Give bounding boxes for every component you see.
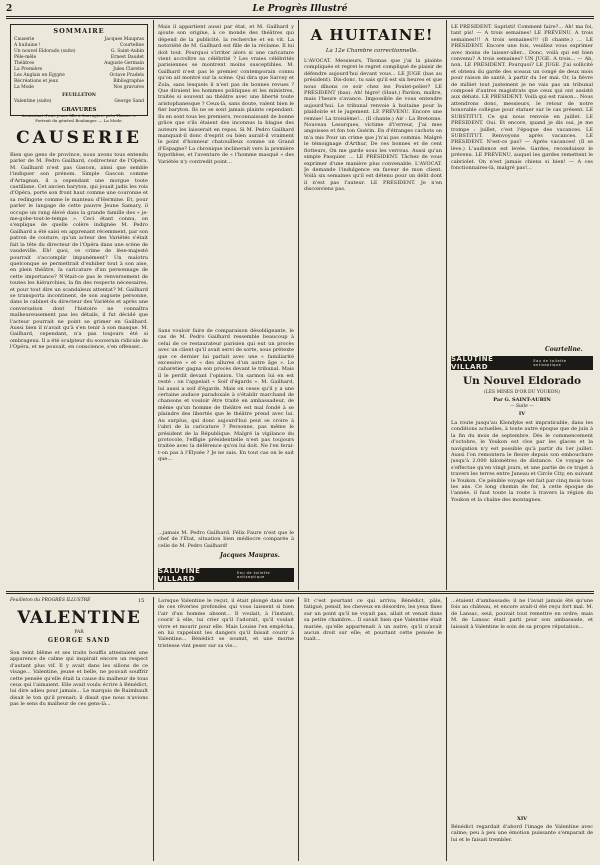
sommaire-title: SOMMAIRE <box>53 27 105 35</box>
feuilleton-col1: Son teint blême et ses traits bouffis attestaient une apparence de calme qui inspirait encore un respect d'autant plus vif. Il y avait dans les sillons de ce visage... Valentine, jeune et belle, ne pouvait souffrir cette pensée qu'elle était la cause du malheur de tous ceux qui l'aimaient. Elle avait voulu écrire à Bénédict, lui dire adieu pour jamais... Le marquis de Raimbault disait le ton qu'il prenait; il disait que nous n'avions pas le sens du malheur de ces gens-là... <box>10 650 148 708</box>
sommaire-entry: Les Anglais en Égypte Octave Pradels <box>14 73 144 78</box>
header-rule <box>6 16 594 17</box>
gravures-title: GRAVURES <box>61 107 97 113</box>
feuilleton-col4-tail: Bénédict regardait d'abord l'image de Valentine avec calme; peu à peu une émotion puissante s'emparait de lui et le faisait trembler. <box>451 824 593 843</box>
feuilleton-col4: ...étaient d'ambassade; il ne l'avait jamais été qu'une fois au château, et encore avait-il été reçu fort mal. M. de Lansac, seul, pouvait tout remettre en ordre; mais M. de Lansac était parti pour son ambassade, et laissait à Valentine le soin de sa propre réputation... <box>451 598 593 630</box>
huitaine-title: A HUITAINE! <box>310 26 434 44</box>
sommaire-entry: La Mode Nos gravures <box>14 85 144 90</box>
ad-banner-1: SALUTINE VILLARD Eau de toilette antiseptique <box>158 568 294 582</box>
feuilleton-title: VALENTINE <box>17 608 141 628</box>
causerie-signature: Jacques Maupras. <box>220 552 280 559</box>
causerie-col3: Sans vouloir faire de comparaison désobligeante, le cas de M. Pedro Gailhard ressemble beaucoup à celui de ce restaurateur parisien qui eut un procès avec un client qu'il avait servi de sorte, sous prétexte que ce dernier lui parlait avec une « familiarité excessive » et « des allures d'un autre âge ». Le cabaretier gagna son procès devant le tribunal. Mais il le perdit devant l'opinion. Un sarmon lui en est resté : on l'appelait « Soif d'égards ». M. Gailhard, lui aussi a soif d'égards. Mais on cesse qu'il y a une certaine audace paradoxale à s'établir marchand de chansons et vouloir être traité en ambassadeur, de même qu'un homme de théâtre est mal fondé à se plaindre des libertés que le théâtre prend avec lui. Au surplus, qui donc aujourd'hui peut se croire à l'abri de la caricature ? Personne, pas même le président de la République. Malgré la vigilance du protocole, l'effigie présidentielle n'est pas toujours traitée avec la déférence qu'on lui doit. Ne l'en ferai-t-on pas à l'Élysée ? Je ne sais. En tout cas on le sait que... <box>158 328 294 463</box>
causerie-col1: Bien que gens de province, nous avons tous entendu parler de M. Pedro Gailhard, codirecteur de l'Opéra. M. Gailhard n'est pas Gascon, ainsi que semble l'indiquer son prénom. Simple Gascon comme d'Artagnan, il a cependant une morgue toute castillane. Cet ancien baryton, qui jouait jadis les rois d'Opéra, porte son front haut comme une couronne et sa redingote comme le manteau d'Hermine. Et, pour parler le langage de cette pauvre Jeune Samary, il occupe un rang élevé dans la grande famille des « je-me-gobe-tout-le-temps ». Ceci étant connu, on s'explique de quelle colère indignée M. Pedro Gailhard a été saisi en apprenant récemment, par son patron de couture, qu'un acteur des Variétés s'était fait la tête du directeur de l'Opéra dans une scène de vaudeville. Eh! quoi, ce crime de lèse-majesté pourrait s'accomplir impunément? Un malotru quelconque se permettrait d'exhiber tout à son aise, en plein théâtre, la caricature d'un personnage de cette importance? N'était-ce pas le renversement de toutes les hiérarchies, la fin des respects nécessaires, et pour tout dire un scandaleux attentat? M. Gailhard se transporta incontinent, de son auguste personne, dans le cabinet du directeur des Variétés et après une conversation dont l'histoire ne connaîtra malheureusement pas les détails, il fut décidé que l'acteur pourrait ne point se grimer en Gailhard. Aussi bien il n'avait qu'à s'en tenir à son masque. M. Gailhard, cependant, n'a pas toujours été si ombrageux. Il a été sculpteur du souverain ridicule de l'Opéra, et ne pouvait, en conscience, s'en offenser... <box>10 152 148 351</box>
sommaire-box <box>10 24 148 123</box>
sommaire-entry: A huitaine ! Courteline <box>14 43 144 48</box>
eldorado-subtitle: (LES MINES D'OR DU YOUKON) <box>484 390 560 395</box>
feuilleton-number: 15 <box>138 598 145 604</box>
huitaine-subtitle: La 12e Chambre correctionnelle. <box>325 48 419 54</box>
causerie-col4: ...jamais M. Pedro Gailhard. Félix Faure n'est que le chef de l'État, situation bien médiocre comparée à celle de M. Pedro Gailhard! <box>158 530 294 549</box>
feuilleton-rule <box>6 591 594 592</box>
huitaine-signature: Courteline. <box>545 346 583 353</box>
feuilleton-by: PAR <box>74 630 84 635</box>
feuilleton-label: FEUILLETON <box>62 93 96 98</box>
huitaine-col2: LE PRÉSIDENT. Sapristi! Comment faire?... Ah! ma foi, tant pis! — A trois semaines! LE PRÉVENU. A trois semaines!!! A trois semaines!!! (Il chante.) ... LE PRÉSIDENT. Encore une fois, veuillez vous exprimer avec moins de laisser-aller... Donc, voilà qui est bien convenu? A trois semaines? UN JUGE. A trois... — Ah, non. LE PRÉSIDENT. Pourquoi? LE JUGE. J'ai sollicité et obtenu du garde des sceaux un congé de deux mois pour raison de santé, à partir du 1er mai. Or, la fièvre de milliet tout justement je ne vais pas un tribunal composé d'autres magistrats que ceux qui ont assisté aux débats. LE PRÉSIDENT. Voilà qui est raison... Nous attendrons donc, messieurs, le retour de notre honorable collègue pour statuer sur le cas présent. LE SUBSTITUT. Ce qui nous renvoie en juillet. LE PRÉSIDENT. Oui. Et encore, quand je dis oui, je me trompe : juillet, c'est l'époque des vacances. LE SUBSTITUT. Renvoyons après vacances. LE PRÉSIDENT. N'est-ce pas? — Après vacances! (Il se lève.) L'audience est levée. Gardes, reconduisez le prévenu. LE PRÉVENU, auquel les gardes remettent le cabriolet. On n'est jamais chiens si bien! — A ces fonctionnaires-là, malgré pas!... <box>451 24 593 171</box>
masthead: Le Progrès Illustré <box>252 4 348 14</box>
feuilleton-entry: Valentine (suite) George Sand <box>14 99 144 104</box>
sommaire-entry: Récréations et jeux Bibliographie <box>14 79 144 84</box>
eldorado-chapter: IV <box>518 411 526 417</box>
feuilleton-header: Feuilleton du PROGRÈS ILLUSTRÉ <box>10 598 91 603</box>
feuilleton-author: GEORGE SAND <box>47 637 111 644</box>
causerie-col2: Mais il appartient aussi par état, et M. Gailhard y ajoute son origine, à ce monde des théâtres qui dépend de la publicité, la recherche et en vit. La notoriété de M. Gailhard est fille de la réclame. Il lui doit tout. Pourquoi s'irriter alors si une caricature vient accroître sa célébrité ? Les vraies célébrités parisiennes se montrent moins susceptibles. M. Gailhard n'est pas le premier contemporain connu qu'on ait montré sur la scène. Qui dira que Sarcey et Zola, sans lesquels il n'est pas de bonnes revues ? Que diraient les hommes politiques et les ministres, traités si souvent au théâtre avec une liberté toute aristophanesque ? Ceux-là, sans doute, valent bien le fier baryton. Ils ne se sont jamais plaints cependant. Ils en sont tous les premiers, reconnaissant de bonne grâce que s'ils étaient des inconnus la blague des auteurs les laisserait en repos. Si M. Pedro Gailhard manquait-il donc d'esprit ou bien aurait-il vraiment le point d'honneur chatouilleux comme un Grand d'Espagne? La chronique inclinerait vers la première hypothèse, et l'aventure de « l'homme masqué » des Variétés n'y contredit point... <box>158 24 294 165</box>
sommaire-entry: Causerie Jacques Maupras <box>14 37 144 42</box>
causerie-title: CAUSERIE <box>16 128 142 148</box>
eldorado-author: Par G. SAINT-AUBIN <box>493 397 551 403</box>
feuilleton-col2: Lorsque Valentine le reçut, il était plongé dans une de ces rêveries profondes qui vous laissent si bien l'air d'un homme absent... Il voulait, à l'instant, courir à elle, lui crier qu'il l'adorait, qu'il voulait vivre et mourir pour elle. Mais Louise l'en empêcha, en lui rappelant les dangers qu'il faisait courir à Valentine... Bénédict se soumit, et une morne tristesse vint peser sur sa vie... <box>158 598 294 649</box>
eldorado-suite: — Suite — <box>510 404 534 409</box>
sommaire-entry: La Première Jules Claretie <box>14 67 144 72</box>
gravures-text: Assassinat d'une jeune fille à Sauvagère, près Thizon. — Portrait du général Boulanger. — La Mode. <box>21 113 137 123</box>
sommaire-list <box>14 37 144 91</box>
eldorado-title: Un Nouvel Eldorado <box>462 375 582 387</box>
eldorado-body: La route jusqu'au Klondyke est impraticable, dans les conditions actuelles, à toute autre époque que de juin à la fin du mois de septembre. Dès le commencement d'octobre, le Youkon est clos par les glaces et la navigation n'y est possible qu'à partir du 1er juillet. Aussi l'on remontera le fleuve depuis son embouchure jusqu'à 2.000 kilomètres de distance. Ce voyage ne s'effectue qu'en vingt jours, et une partie de ce trajet à travers les terres entre Juneau et Circle City, en suivant le Youkon. Ce pénible voyage est fait par cinq mois tous les ans. Ce long chemin de fer, à cette époque de l'année, il faut toute la route à travers la région du Youkon et la chaîne des montagnes. <box>451 420 593 503</box>
sommaire-entry: Un nouvel Eldorado (suite) G. Saint-Aubin <box>14 49 144 54</box>
sommaire-entry: Théâtres Auguste Germain <box>14 61 144 66</box>
sommaire-entry: Pêle-mêle Ernest Daudet <box>14 55 144 60</box>
feuilleton-chapter: XIV <box>516 816 528 822</box>
ad-banner-2: SALUTINE VILLARD Eau de toilette antiseptique <box>451 356 593 370</box>
page-header <box>6 4 594 16</box>
huitaine-col1: L'AVOCAT. Messieurs, Thomas que j'ai la plainte compliquée et regret le regret compliqué de plaisir de défendre aujourd'hui devant vous... LE JUGE (bas au président). Dis-donc, tu sais qu'il est six heures et que nous dînons ce soir chez les Poulet-pelier? LE PRÉSIDENT (bas). Ah! bigre! (Haut.) Pardon, maître, mais l'heure s'avance. Impossible de vous entendre aujourd'hui. Le tribunal renvoie à huitaine pour la plaidoirie et le jugement. LE PRÉVENU. Encore une remise! La troisième!... (Il chante.) Air : La Bretonne. Nouveau Lesurques, victime d'l'erreur, J'ai mes angoisses et fon ton Guérin. En d'étranges cachots on m'a mis Pour un crime que j'n'ai pas commis. Malgré le témoignage d'Arthur, De ces bonnes et de cent flotteurs, On me garde sous les verrous. Aussi qu'un simple Pasquier. ... LE PRÉSIDENT. Tâchez de vous exprimer d'une manière plus convenable. L'AVOCAT. Je demande l'indulgence en faveur de mon client. Voilà six semaines qu'il est détenu pour un délit dont il n'est pas l'auteur. LE PRÉSIDENT. Je n'en disconviens pas. <box>304 58 442 193</box>
page-number: 2 <box>6 4 13 14</box>
feuilleton-col3: Et c'est pourtant ce qui arriva; Bénédict, pâle, fatigué, pensif, les cheveux en désordre, les yeux fixes sur un point qu'il ne voyait pas, allait et venait dans sa petite chambre... Il savait bien que Valentine était mariée, qu'elle appartenait à un autre, qu'il n'avait aucun droit sur elle; et pourtant cette pensée le tuait... <box>304 598 442 643</box>
